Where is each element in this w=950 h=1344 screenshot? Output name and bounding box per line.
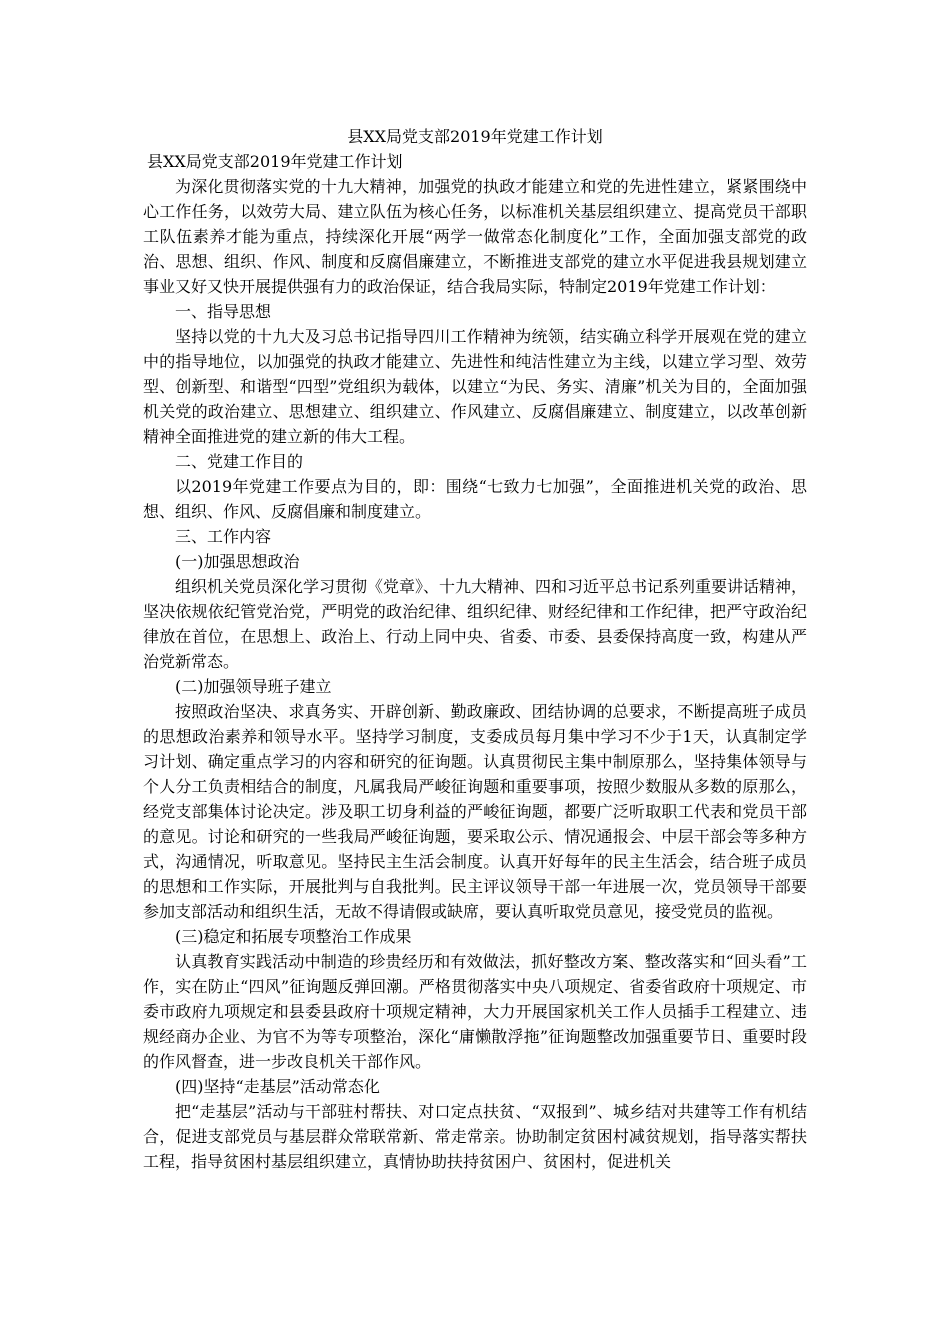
paragraph: 组织机关党员深化学习贯彻《党章》、十九大精神、四和习近平总书记系列重要讲话精神，坚决依规依纪管党治党，严明党的政治纪律、组织纪律、财经纪律和工作纪律，把严守政治纪律放在首位，在思想上、政治上、行动上同中央、省委、市委、县委保持高度一致，构建从严治党新常态。 (143, 577, 808, 671)
paragraph: (一)加强思想政治 (175, 552, 300, 571)
paragraph: (三)稳定和拓展专项整治工作成果 (175, 927, 412, 946)
document-subtitle: 县XX局党支部2019年党建工作计划 (147, 152, 403, 171)
paragraph: 把“走基层”活动与干部驻村帮扶、对口定点扶贫、“双报到”、城乡结对共建等工作有机结合，促进支部党员与基层群众常联常新、常走常亲。协助制定贫困村减贫规划，指导落实帮扶工程，指导贫困村基层组织建立，真情协助扶持贫困户、贫困村，促进机关 (143, 1102, 807, 1171)
document-body (143, 149, 807, 1174)
paragraph: 坚持以党的十九大及习总书记指导四川工作精神为统领，结实确立科学开展观在党的建立中的指导地位，以加强党的执政才能建立、先进性和纯洁性建立为主线，以建立学习型、效劳型、创新型、和谐型“四型”党组织为载体，以建立“为民、务实、清廉”机关为目的，全面加强机关党的政治建立、思想建立、组织建立、作风建立、反腐倡廉建立、制度建立，以改革创新精神全面推进党的建立新的伟大工程。 (143, 327, 807, 446)
paragraph: 一、指导思想 (175, 302, 272, 321)
paragraph: 以2019年党建工作要点为目的，即：围绕“七致力七加强”，全面推进机关党的政治、思想、组织、作风、反腐倡廉和制度建立。 (143, 477, 807, 521)
paragraph: 二、党建工作目的 (175, 452, 304, 471)
paragraph: 认真教育实践活动中制造的珍贵经历和有效做法，抓好整改方案、整改落实和“回头看”工作，实在防止“四风”征询题反弹回潮。严格贯彻落实中央八项规定、省委省政府十项规定、市委市政府九项规定和县委县政府十项规定精神，大力开展国家机关工作人员插手工程建立、违规经商办企业、为官不为等专项整治，深化“庸懒散浮拖”征询题整改加强重要节日、重要时段的作风督查，进一步改良机关干部作风。 (143, 952, 807, 1071)
paragraph: 为深化贯彻落实党的十九大精神，加强党的执政才能建立和党的先进性建立，紧紧围绕中心工作任务，以效劳大局、建立队伍为核心任务，以标准机关基层组织建立、提高党员干部职工队伍素养才能为重点，持续深化开展“两学一做常态化制度化”工作，全面加强支部党的政治、思想、组织、作风、制度和反腐倡廉建立，不断推进支部党的建立水平促进我县规划建立事业又好又快开展提供强有力的政治保证，结合我局实际，特制定2019年党建工作计划： (143, 177, 807, 296)
paragraph: (四)坚持“走基层”活动常态化 (175, 1077, 380, 1096)
paragraph: 三、工作内容 (175, 527, 272, 546)
paragraph: (二)加强领导班子建立 (175, 677, 332, 696)
paragraph: 按照政治坚决、求真务实、开辟创新、勤政廉政、团结协调的总要求，不断提高班子成员的思想政治素养和领导水平。坚持学习制度，支委成员每月集中学习不少于1天，认真制定学习计划、确定重点学习的内容和研究的征询题。认真贯彻民主集中制原那么，坚持集体领导与个人分工负责相结合的制度，凡属我局严峻征询题和重要事项，按照少数服从多数的原那么，经党支部集体讨论决定。涉及职工切身利益的严峻征询题，都要广泛听取职工代表和党员干部的意见。讨论和研究的一些我局严峻征询题，要采取公示、情况通报会、中层干部会等多种方式，沟通情况，听取意见。坚持民主生活会制度。认真开好每年的民主生活会，结合班子成员的思想和工作实际，开展批判与自我批判。民主评议领导干部一年进展一次，党员领导干部要参加支部活动和组织生活，无故不得请假或缺席，要认真听取党员意见，接受党员的监视。 (143, 702, 807, 921)
document-title: 县XX局党支部2019年党建工作计划 (347, 127, 603, 146)
